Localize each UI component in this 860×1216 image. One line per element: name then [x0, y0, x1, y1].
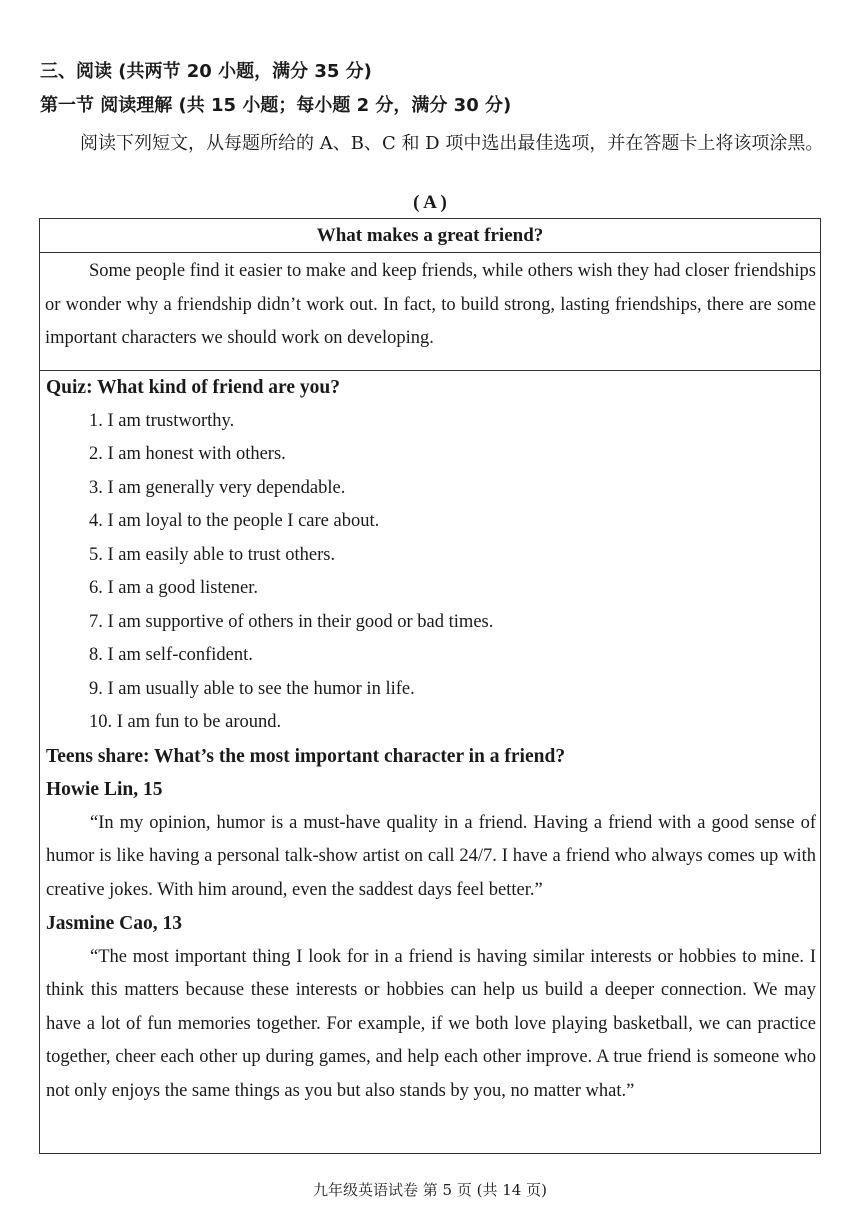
quiz-item: 10. I am fun to be around. [89, 712, 282, 732]
speaker-name: Jasmine Cao, 13 [46, 913, 182, 934]
teens-heading: Teens share: What’s the most important character in a friend? [46, 745, 566, 767]
intro-paragraph: Some people find it easier to make and keep friends, while others wish they had closer friendships or wonder why a friendship didn’t work out. In fact, to build strong, lasting friendships, there are some important characters we should work on developing. [45, 261, 816, 348]
quiz-item: 4. I am loyal to the people I care about. [89, 511, 380, 531]
quiz-item: 6. I am a good listener. [89, 578, 259, 598]
instructions: 阅读下列短文，从每题所给的 A、B、C 和 D 项中选出最佳选项，并在答题卡上将该项涂黑。 [80, 133, 824, 154]
speaker-quote: “In my opinion, humor is a must-have quality in a friend. Having a friend with a good sense of humor is like having a personal talk-show artist on call 24/7. I have a friend who always comes up with creative jokes. With him around, even the saddest days feel better.” [46, 812, 816, 900]
quiz-item: 7. I am supportive of others in their good or bad times. [89, 611, 494, 632]
quiz-list [46, 405, 816, 740]
speaker-quote: “The most important thing I look for in a friend is having similar interests or hobbies to mine. I think this matters because these interests or hobbies can help us build a deeper connection. We may have a lot of fun memories together. For example, if we both love playing basketball, we can practice together, cheer each other up during games, and help each other improve. A true friend is someone who not only enjoys the same things as you but also stands by you, no matter what.” [46, 946, 816, 1101]
passage-content [40, 371, 820, 1108]
quiz-heading: Quiz: What kind of friend are you? [46, 377, 340, 398]
quiz-item: 2. I am honest with others. [89, 444, 286, 464]
speaker-name: Howie Lin, 15 [46, 779, 163, 800]
quiz-item: 5. I am easily able to trust others. [89, 544, 336, 565]
intro-section [40, 253, 820, 371]
quiz-item: 3. I am generally very dependable. [89, 477, 346, 498]
passage-box [39, 218, 821, 1154]
quiz-item: 9. I am usually able to see the humor in life. [89, 678, 415, 699]
page-footer: 九年级英语试卷 第 5 页 (共 14 页) [313, 1181, 547, 1199]
passage-title: What makes a great friend? [40, 219, 820, 253]
quiz-item: 8. I am self-confident. [89, 645, 253, 665]
quiz-item: 1. I am trustworthy. [89, 410, 235, 431]
passage-label: ( A ) [413, 192, 447, 213]
part-heading: 第一节 阅读理解 (共 15 小题；每小题 2 分，满分 30 分) [40, 95, 512, 116]
section-heading: 三、阅读 (共两节 20 小题，满分 35 分) [40, 61, 372, 82]
